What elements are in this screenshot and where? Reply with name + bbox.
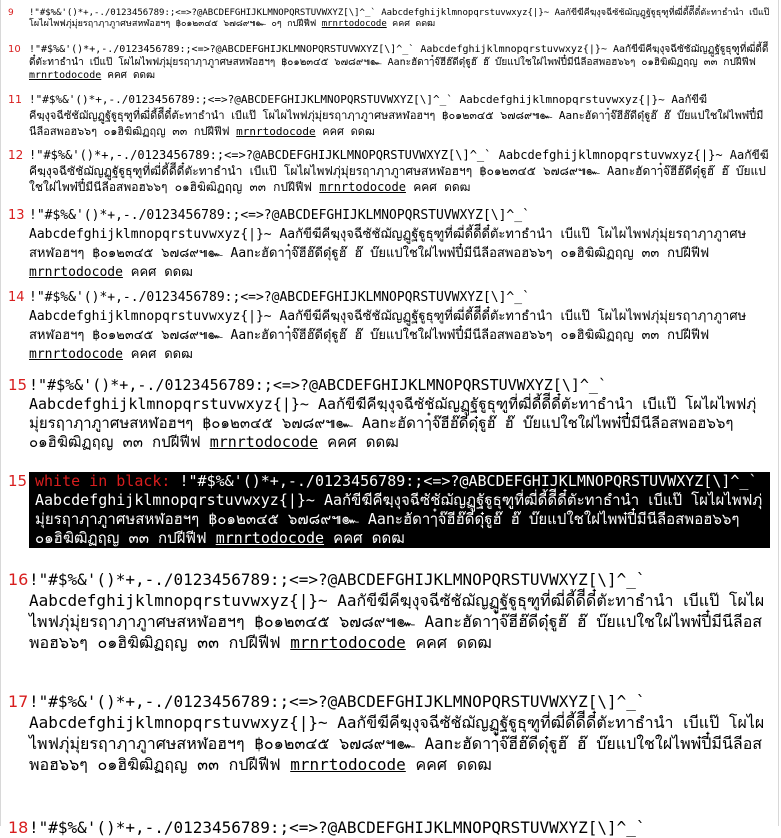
sample-glyphs: !"#$%&'()*+,-./0123456789:;<=>?@ABCDEFGHIJKLMNOPQRSTUVWXYZ[\]^_` Aabcdefghijklmnopqrstuvwxyz{|}~ Aaกัขีฆีคีฆฺงุจฉีซัชัฌัญฏูฐัฐูธุฑูที่ฒี่ดี้ดีีดี๋ตัะทาธำนำ เบีแป๊ โผไผไพฟภุ่มุ่ยรฤาฦาภูาศษสหฬอฮฯๆ ฿๐๑๒๓๔๕ ๖๗๘๙๚๛ Aanะฮัดาๅ๋จ๊ฮีฮ๊ดีดุ๋ฐูฮ๊ ฮ๊ บ๊ยแปใชใฝไพพ๋ปี๋มีนีลีอสพอฮ๖๖ๆ ๐๑ฮิฆิฒิฏฤญ ๓๓ กปฝีฟีฟ: [29, 93, 764, 138]
size-label: 13: [8, 208, 25, 223]
sample-tail: คคศ ดดฒ: [392, 19, 436, 29]
size-label: 18: [8, 818, 29, 837]
sample-text: [29, 43, 770, 82]
font-sample-11: [8, 92, 770, 140]
sample-tail: คคศ ดดฒ: [413, 180, 471, 194]
sample-text: [29, 8, 770, 30]
underlined-word: mrnrtodocode: [215, 529, 325, 547]
sample-glyphs: !"#$%&'()*+,-./0123456789:;<=>?@ABCDEFGHIJKLMNOPQRSTUVWXYZ[\]^_` Aabcdefghijklmnopqrstuvwxyz{|}~ Aaกัขีฆีคีฆฺงุจฉีซัชัฌัญฏูฐัฐูธุฑูที่ฒี่ดี้ดีีดี๋ตัะทาธำนำ เบีแป๊ โผไผไพฟภุ่มุ่ยรฤาฦาภูาศษสหฬอฮฯๆ ฿๐๑๒๓๔๕ ๖๗๘๙๚๛ ๐ๆ กปฝีฟีฟ: [29, 8, 770, 29]
sample-text: [29, 92, 770, 140]
sample-glyphs: !"#$%&'()*+,-./0123456789:;<=>?@ABCDEFGHIJKLMNOPQRSTUVWXYZ[\]^_`: [29, 818, 646, 837]
sample-tail: คคศ ดดฒ: [322, 125, 375, 138]
sample-glyphs: !"#$%&'()*+,-./0123456789:;<=>?@ABCDEFGHIJKLMNOPQRSTUVWXYZ[\]^_` Aabcdefghijklmnopqrstuvwxyz{|}~ Aaกัขีฆีคีฆฺงุจฉีซัชัฌัญฏูฐัฐูธุฑูที่ฒี่ดี้ดีีดี๋ตัะทาธำนำ เบีแป๊ โผไผไพฟภุ่มุ่ยรฤาฦาภูาศษสหฬอฮฯๆ ฿๐๑๒๓๔๕ ๖๗๘๙๚๛ Aanะฮัดาๅ๋จ๊ฮีฮ๊ดีดุ๋ฐูฮ๊ ฮ๊ บ๊ยแปใชใฝไพพ๋ปี๋มีนีลีอสพอฮ๖๖ๆ ๐๑ฮิฆิฒิฏฤญ ๓๓ กปฝีฟีฟ: [29, 692, 765, 774]
underlined-word: mrnrtodocode: [29, 265, 123, 280]
size-label: 9: [8, 8, 14, 18]
sample-tail: คคศ ดดฒ: [415, 755, 492, 774]
font-sample-15: [8, 376, 770, 452]
sample-glyphs: !"#$%&'()*+,-./0123456789:;<=>?@ABCDEFGHIJKLMNOPQRSTUVWXYZ[\]^_` Aabcdefghijklmnopqrstuvwxyz{|}~ Aaกัขีฆีคีฆฺงุจฉีซัชัฌัญฏูฐัฐูธุฑูที่ฒี่ดี้ดีีดี๋ตัะทาธำนำ เบีแป๊ โผไผไพฟภุ่มุ่ยรฤาฦาภูาศษสหฬอฮฯๆ ฿๐๑๒๓๔๕ ๖๗๘๙๚๛ Aanะฮัดาๅ๋จ๊ฮีฮ๊ดีดุ๋ฐูฮ๊ ฮ๊ บ๊ยแปใชใฝไพพ๋ปี๋มีนีลีอสพอฮ๖๖ๆ ๐๑ฮิฆิฒิฏฤญ ๓๓ กปฝีฟีฟ: [29, 148, 769, 194]
sample-text: [29, 376, 770, 452]
sample-text: [29, 817, 770, 838]
size-label: 15: [8, 472, 28, 490]
sample-tail: คคศ ดดฒ: [130, 347, 193, 362]
sample-text: [29, 569, 770, 653]
font-sample-16: [8, 569, 770, 653]
size-label: 10: [8, 44, 21, 55]
underlined-word: mrnrtodocode: [29, 347, 123, 362]
sample-glyphs: !"#$%&'()*+,-./0123456789:;<=>?@ABCDEFGHIJKLMNOPQRSTUVWXYZ[\]^_` Aabcdefghijklmnopqrstuvwxyz{|}~ Aaกัขีฆีคีฆฺงุจฉีซัชัฌัญฏูฐัฐูธุฑูที่ฒี่ดี้ดีีดี๋ตัะทาธำนำ เบีแป๊ โผไผไพฟภุ่มุ่ยรฤาฦาภูาศษสหฬอฮฯๆ ฿๐๑๒๓๔๕ ๖๗๘๙๚๛ Aanะฮัดาๅ๋จ๊ฮีฮ๊ดีดุ๋ฐูฮ๊ ฮ๊ บ๊ยแปใชใฝไพพ๋ปี๋มีนีลีอสพอฮ๖๖ๆ ๐๑ฮิฆิฒิฏฤญ ๓๓ กปฝีฟีฟ: [29, 208, 747, 261]
underlined-word: mrnrtodocode: [290, 633, 406, 652]
size-label: 11: [8, 93, 22, 106]
font-sample-9: [8, 8, 770, 30]
underlined-word: mrnrtodocode: [209, 433, 319, 451]
font-sample-13: [8, 206, 770, 282]
sample-text: [29, 691, 770, 775]
font-sample-18: [8, 817, 770, 838]
font-sample-14: [8, 288, 770, 364]
sample-glyphs: !"#$%&'()*+,-./0123456789:;<=>?@ABCDEFGHIJKLMNOPQRSTUVWXYZ[\]^_` Aabcdefghijklmnopqrstuvwxyz{|}~ Aaกัขีฆีคีฆฺงุจฉีซัชัฌัญฏูฐัฐูธุฑูที่ฒี่ดี้ดีีดี๋ตัะทาธำนำ เบีแป๊ โผไผไพฟภุ่มุ่ยรฤาฦาภูาศษสหฬอฮฯๆ ฿๐๑๒๓๔๕ ๖๗๘๙๚๛ Aanะฮัดาๅ๋จ๊ฮีฮ๊ดีดุ๋ฐูฮ๊ ฮ๊ บ๊ยแปใชใฝไพพ๋ปี๋มีนีลีอสพอฮ๖๖ๆ ๐๑ฮิฆิฒิฏฤญ ๓๓ กปฝีฟีฟ: [29, 376, 757, 451]
font-sample-10: [8, 43, 770, 82]
font-sample-17: [8, 691, 770, 775]
underlined-word: mrnrtodocode: [321, 19, 387, 29]
sample-tail: คคศ ดดฒ: [333, 529, 405, 547]
sample-tail: คคศ ดดฒ: [327, 433, 399, 451]
size-label: 16: [8, 570, 29, 589]
underlined-word: mrnrtodocode: [290, 755, 406, 774]
sample-tail: คคศ ดดฒ: [107, 70, 156, 81]
size-label: 12: [8, 148, 24, 162]
sample-tail: คคศ ดดฒ: [130, 265, 193, 280]
size-label: 14: [8, 290, 25, 305]
size-label: 15: [8, 376, 28, 394]
inverted-label: white in black:: [35, 472, 171, 490]
sample-text: [29, 147, 770, 195]
size-label: 17: [8, 692, 29, 711]
inverted-sample-box: [29, 472, 770, 548]
sample-text: [29, 206, 770, 282]
underlined-word: mrnrtodocode: [319, 180, 406, 194]
sample-glyphs: !"#$%&'()*+,-./0123456789:;<=>?@ABCDEFGHIJKLMNOPQRSTUVWXYZ[\]^_` Aabcdefghijklmnopqrstuvwxyz{|}~ Aaกัขีฆีคีฆฺงุจฉีซัชัฌัญฏูฐัฐูธุฑูที่ฒี่ดี้ดีีดี๋ตัะทาธำนำ เบีแป๊ โผไผไพฟภุ่มุ่ยรฤาฦาภูาศษสหฬอฮฯๆ ฿๐๑๒๓๔๕ ๖๗๘๙๚๛ Aanะฮัดาๅ๋จ๊ฮีฮ๊ดีดุ๋ฐูฮ๊ ฮ๊ บ๊ยแปใชใฝไพพ๋ปี๋มีนีลีอสพอฮ๖๖ๆ ๐๑ฮิฆิฒิฏฤญ ๓๓ กปฝีฟีฟ: [29, 570, 765, 652]
sample-text: [29, 288, 770, 364]
font-sample-12: [8, 147, 770, 195]
sample-tail: คคศ ดดฒ: [415, 633, 492, 652]
underlined-word: mrnrtodocode: [29, 70, 102, 81]
sample-glyphs: !"#$%&'()*+,-./0123456789:;<=>?@ABCDEFGHIJKLMNOPQRSTUVWXYZ[\]^_` Aabcdefghijklmnopqrstuvwxyz{|}~ Aaกัขีฆีคีฆฺงุจฉีซัชัฌัญฏูฐัฐูธุฑูที่ฒี่ดี้ดีีดี๋ตัะทาธำนำ เบีแป๊ โผไผไพฟภุ่มุ่ยรฤาฦาภูาศษสหฬอฮฯๆ ฿๐๑๒๓๔๕ ๖๗๘๙๚๛ Aanะฮัดาๅ๋จ๊ฮีฮ๊ดีดุ๋ฐูฮ๊ ฮ๊ บ๊ยแปใชใฝไพพ๋ปี๋มีนีลีอสพอฮ๖๖ๆ ๐๑ฮิฆิฒิฏฤญ ๓๓ กปฝีฟีฟ: [29, 290, 747, 343]
sample-glyphs: !"#$%&'()*+,-./0123456789:;<=>?@ABCDEFGHIJKLMNOPQRSTUVWXYZ[\]^_` Aabcdefghijklmnopqrstuvwxyz{|}~ Aaกัขีฆีคีฆฺงุจฉีซัชัฌัญฏูฐัฐูธุฑูที่ฒี่ดี้ดีีดี๋ตัะทาธำนำ เบีแป๊ โผไผไพฟภุ่มุ่ยรฤาฦาภูาศษสหฬอฮฯๆ ฿๐๑๒๓๔๕ ๖๗๘๙๚๛ Aanะฮัดาๅ๋จ๊ฮีฮ๊ดีดุ๋ฐูฮ๊ ฮ๊ บ๊ยแปใชใฝไพพ๋ปี๋มีนีลีอสพอฮ๖๖ๆ ๐๑ฮิฆิฒิฏฤญ ๓๓ กปฝีฟีฟ: [29, 44, 769, 68]
sample-glyphs: !"#$%&'()*+,-./0123456789:;<=>?@ABCDEFGHIJKLMNOPQRSTUVWXYZ[\]^_` Aabcdefghijklmnopqrstuvwxyz{|}~ Aaกัขีฆีคีฆฺงุจฉีซัชัฌัญฏูฐัฐูธุฑูที่ฒี่ดี้ดีีดี๋ตัะทาธำนำ เบีแป๊ โผไผไพฟภุ่มุ่ยรฤาฦาภูาศษสหฬอฮฯๆ ฿๐๑๒๓๔๕ ๖๗๘๙๚๛ Aanะฮัดาๅ๋จ๊ฮีฮ๊ดีดุ๋ฐูฮ๊ ฮ๊ บ๊ยแปใชใฝไพพ๋ปี๋มีนีลีอสพอฮ๖๖ๆ ๐๑ฮิฆิฒิฏฤญ ๓๓ กปฝีฟีฟ: [35, 472, 763, 547]
font-sample-15-inverted: [8, 472, 770, 548]
underlined-word: mrnrtodocode: [236, 125, 316, 138]
